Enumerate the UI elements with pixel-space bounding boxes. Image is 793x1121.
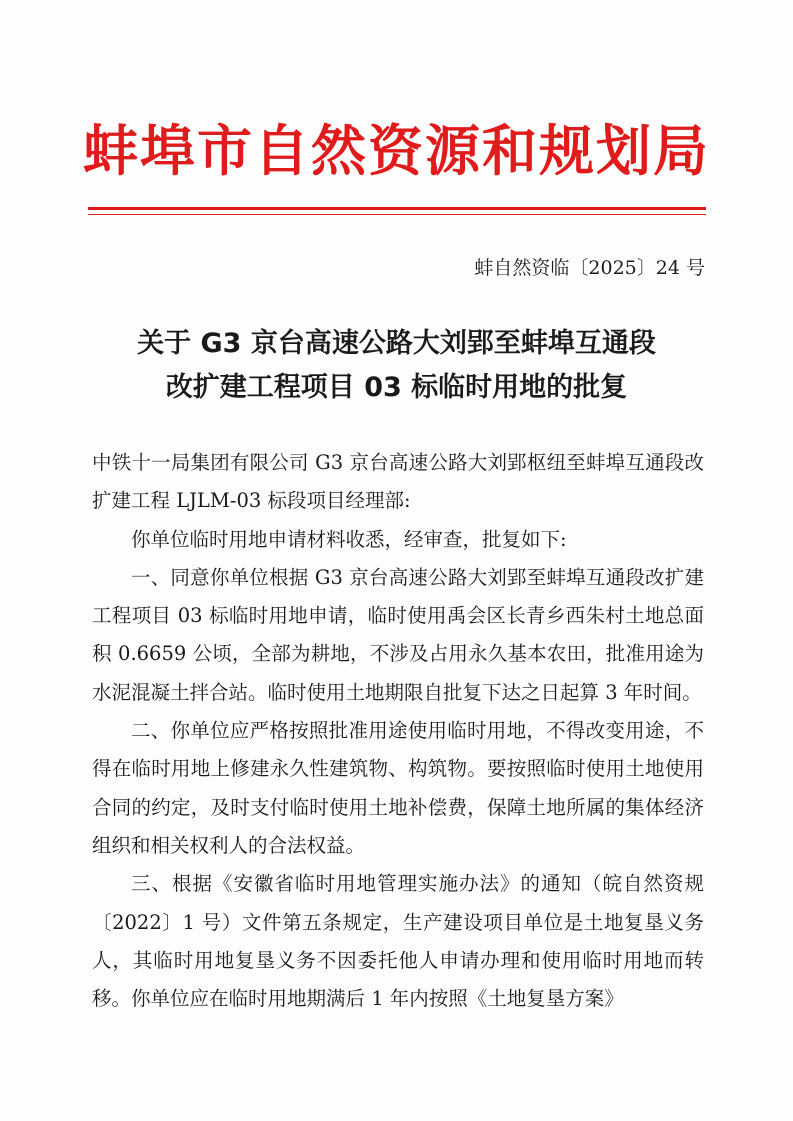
masthead-rule-thin	[88, 214, 706, 215]
recipient-paragraph: 中铁十一局集团有限公司 G3 京台高速公路大刘郢枢纽至蚌埠互通段改扩建工程 LJLM-03 标段项目经理部:	[92, 451, 704, 513]
item-3-paragraph: 三、根据《安徽省临时用地管理实施办法》的通知（皖自然资规〔2022〕1 号）文件第五条规定，生产建设项目单位是土地复垦义务人，其临时用地复垦义务不因委托他人申请办理和使用临时用地而转移。你单位应在临时用地期满后 1 年内按照《土地复垦方案》	[92, 872, 704, 1011]
masthead-rule-thick	[88, 207, 706, 210]
document-body	[92, 444, 704, 1018]
item-2-paragraph: 二、你单位应严格按照批准用途使用临时用地，不得改变用途，不得在临时用地上修建永久性建筑物、构筑物。要按照临时使用土地使用合同的约定，及时支付临时使用土地补偿费，保障土地所属的集体经济组织和相关权利人的合法权益。	[92, 719, 704, 857]
item-1-paragraph: 一、同意你单位根据 G3 京台高速公路大刘郢至蚌埠互通段改扩建工程项目 03 标临时用地申请，临时使用禹会区长青乡西朱村土地总面积 0.6659 公顷，全部为耕地，不涉及占用永久基本农田，批准用途为水泥混凝土拌合站。临时使用土地期限自批复下达之日起算 3 年时间。	[92, 565, 704, 704]
document-number: 蚌自然资临〔2025〕24 号	[474, 257, 705, 279]
agency-masthead: 蚌埠市自然资源和规划局	[82, 119, 710, 183]
document-title	[0, 322, 793, 410]
title-line-1: 关于 G3 京台高速公路大刘郢至蚌埠互通段	[137, 328, 656, 359]
intro-paragraph: 你单位临时用地申请材料收悉，经审查，批复如下:	[131, 527, 567, 551]
title-line-2: 改扩建工程项目 03 标临时用地的批复	[165, 372, 628, 403]
